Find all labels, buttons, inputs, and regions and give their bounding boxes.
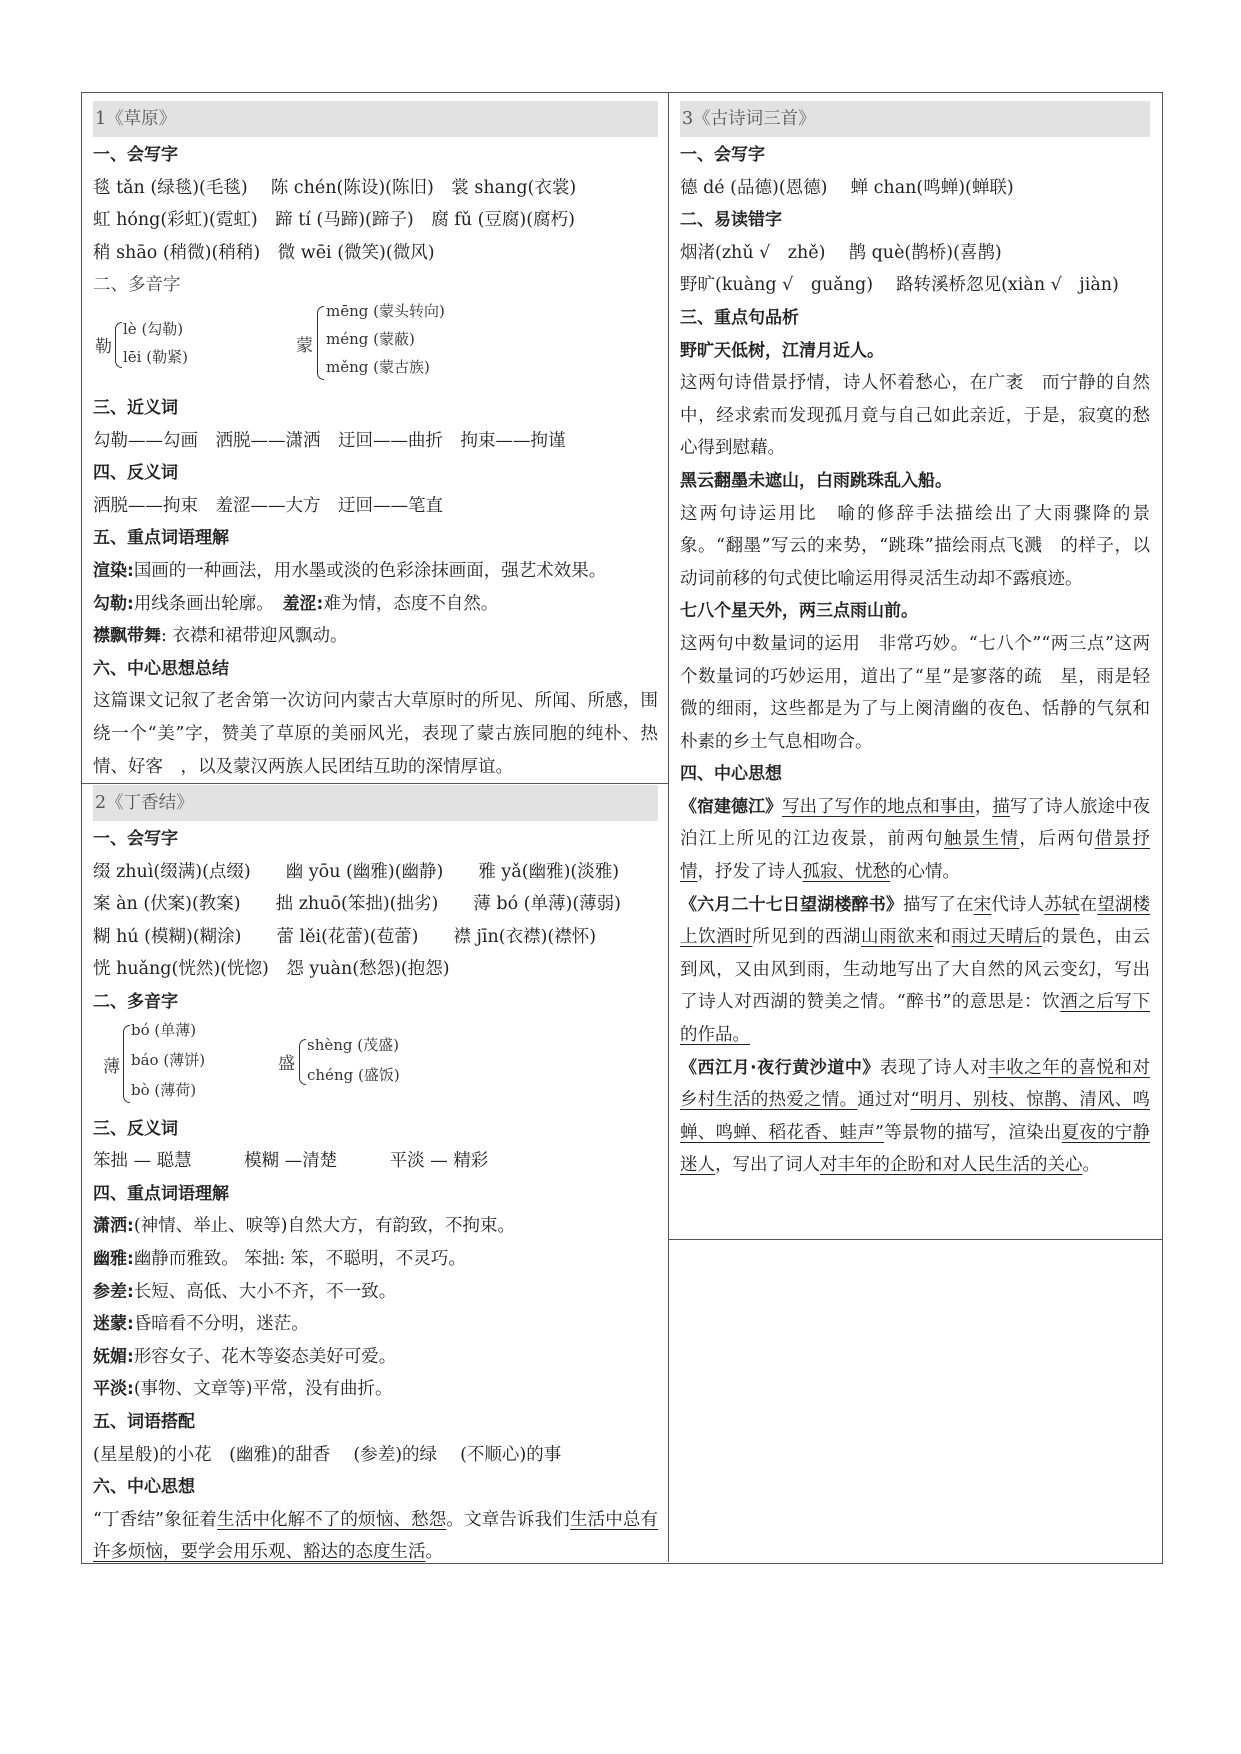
theme-paragraph: 《六月二十七日望湖楼醉书》描写了在宋代诗人苏轼在望湖楼上饮酒时所见到的西湖山雨欲来和雨过天晴后的景色，由云到风，又由风到雨，生动地写出了大自然的风云变幻，写出了诗人对西湖的赞美之情。“醉书”的意思是：饮酒之后写下的作品。 <box>680 894 1151 1046</box>
summary-text: “丁香结”象征着生活中化解不了的烦恼、愁怨。文章告诉我们生活中总有许多烦恼，要学会用乐观、豁达的态度生活。 <box>93 1509 659 1563</box>
definition: 勾勒:用线条画出轮廓。 羞涩:难为情，态度不自然。 <box>93 593 499 614</box>
polyphone-group <box>93 1019 658 1113</box>
synonym-line: 勾勒——勾画 洒脱——潇洒 迂回——曲折 拘束——拘谨 <box>93 430 566 451</box>
lesson-1-header: 1《草原》 <box>93 101 658 137</box>
char-line: 稍 shāo (稍微)(稍稍) 微 wēi (微笑)(微风) <box>93 242 435 263</box>
reading: měng (蒙古族) <box>326 357 430 376</box>
analysis-text: 这两句诗借景抒情，诗人怀着愁心，在广袤 而宁静的自然中，经求索而发现孤月竟与自己如此亲近，于是，寂寞的愁心得到慰藉。 <box>680 373 1150 459</box>
section-heading: 二、多音字 <box>93 275 181 296</box>
polyphone-char: 盛 <box>278 1053 295 1074</box>
column-divider <box>668 92 669 1562</box>
poem-quote: 七八个星天外，两三点雨山前。 <box>680 601 918 622</box>
lesson-divider <box>81 783 669 784</box>
analysis-text: 这两句诗运用比 喻的修辞手法描绘出了大雨骤降的景象。“翻墨”写云的来势，“跳珠”描绘雨点飞溅 的样子，以动词前移的句式使比喻运用得灵活生动却不露痕迹。 <box>680 503 1150 589</box>
char-line: 案 àn (伏案)(教案) 拙 zhuō(笨拙)(拙劣) 薄 bó (单薄)(薄弱) <box>93 894 621 915</box>
definition: 参差:长短、高低、大小不齐，不一致。 <box>93 1281 397 1302</box>
char-line: 缀 zhuì(缀满)(点缀) 幽 yōu (幽雅)(幽静) 雅 yǎ(幽雅)(淡雅) <box>93 861 620 882</box>
section-heading: 一、会写字 <box>680 145 765 165</box>
definition: 迷蒙:昏暗看不分明，迷茫。 <box>93 1314 309 1335</box>
reading: bò (薄荷) <box>131 1080 197 1099</box>
section-heading: 六、中心思想总结 <box>93 658 229 679</box>
pronunciation-line: 烟渚(zhǔ √ zhě) 鹊 què(鹊桥)(喜鹊) <box>680 242 1002 263</box>
antonym-line: 洒脱——拘束 羞涩——大方 迂回——笔直 <box>93 495 443 516</box>
brace <box>299 1039 306 1085</box>
theme-paragraph: 《宿建德江》写出了写作的地点和事由，描写了诗人旅途中夜泊江上所见的江边夜景，前两句触景生情，后两句借景抒情，抒发了诗人孤寂、忧愁的心情。 <box>680 796 1151 883</box>
reading: bó (单薄) <box>131 1020 197 1039</box>
poem-quote: 黑云翻墨未遮山，白雨跳珠乱入船。 <box>680 470 952 491</box>
section-heading: 三、重点句品析 <box>680 307 799 328</box>
reading: lēi (勒紧) <box>123 347 188 366</box>
pronunciation-line: 野旷(kuàng √ guǎng) 路转溪桥忽见(xiàn √ jiàn) <box>680 275 1119 296</box>
section-heading: 二、易读错字 <box>680 210 782 231</box>
definition: 渲染:国画的一种画法，用水墨或淡的色彩涂抹画面，强艺术效果。 <box>93 560 607 581</box>
section-heading: 一、会写字 <box>93 829 178 849</box>
lesson-2 <box>93 785 658 1569</box>
definition: 潇洒:(神情、举止、唳等)自然大方，有韵致，不拘束。 <box>93 1216 515 1237</box>
collocation-line: (星星般)的小花 (幽雅)的甜香 (参差)的绿 (不顺心)的事 <box>93 1444 562 1465</box>
summary-text: 这篇课文记叙了老舍第一次访问内蒙古大草原时的所见、所闻、所感，围绕一个“美”字，赞美了草原的美丽风光，表现了蒙古族同胞的纯朴、热情、好客 ，以及蒙汉两族人民团结互助的深情厚谊。 <box>93 691 658 777</box>
definition: 妩媚:形容女子、花木等姿态美好可爱。 <box>93 1346 397 1367</box>
char-line: 虹 hóng(彩虹)(霓虹) 蹄 tí (马蹄)(蹄子) 腐 fǔ (豆腐)(腐朽) <box>93 210 575 231</box>
theme-paragraph: 《西江月·夜行黄沙道中》表现了诗人对丰收之年的喜悦和对乡村生活的热爱之情。通过对“明月、别枝、惊鹊、清风、鸣蝉、鸣蝉、稻花香、蛙声”等景物的描写，渲染出夏夜的宁静迷人，写出了词人对丰年的企盼和对人民生活的关心。 <box>680 1057 1151 1176</box>
section-heading: 三、近义词 <box>93 397 178 418</box>
brace <box>123 1025 130 1103</box>
char-line: 糊 hú (模糊)(糊涂) 蕾 lěi(花蕾)(苞蕾) 襟 jīn(衣襟)(襟怀) <box>93 926 597 947</box>
lesson-1 <box>93 101 658 783</box>
section-heading: 五、词语搭配 <box>93 1411 195 1432</box>
polyphone-char: 勒 <box>95 336 112 357</box>
reading: báo (薄饼) <box>131 1050 206 1069</box>
definition: 襟飘带舞: 衣襟和裙带迎风飘动。 <box>93 626 348 647</box>
polyphone-char: 蒙 <box>296 335 313 356</box>
lesson-3 <box>680 101 1150 1182</box>
definition: 平淡:(事物、文章等)平常，没有曲折。 <box>93 1379 393 1400</box>
section-heading: 四、重点词语理解 <box>93 1183 229 1204</box>
char-line: 德 dé (品德)(恩德) 蝉 chan(鸣蝉)(蝉联) <box>680 177 1014 198</box>
reading: chéng (盛饭) <box>307 1065 400 1084</box>
char-line: 毯 tǎn (绿毯)(毛毯) 陈 chén(陈设)(陈旧) 裳 shang(衣裳) <box>93 177 577 198</box>
analysis-text: 这两句中数量词的运用 非常巧妙。“七八个”“两三点”这两个数量词的巧妙运用，道出了“星”是寥落的疏 星，雨是轻微的细雨，这些都是为了与上阕清幽的夜色、恬静的气氛和朴素的乡土气息相吻合。 <box>680 633 1150 752</box>
section-heading: 二、多音字 <box>93 991 178 1012</box>
poem-quote: 野旷天低树，江清月近人。 <box>680 340 884 361</box>
brace <box>317 306 324 380</box>
section-heading: 五、重点词语理解 <box>93 528 229 549</box>
antonym-line: 笨拙 — 聪慧 模糊 —清楚 平淡 — 精彩 <box>93 1151 489 1172</box>
reading: mēng (蒙头转向) <box>326 301 445 320</box>
brace <box>115 322 122 368</box>
lesson-3-header: 3《古诗词三首》 <box>680 101 1150 137</box>
reading: shèng (茂盛) <box>307 1035 399 1054</box>
definition: 幽雅:幽静而雅致。 笨拙: 笨，不聪明，不灵巧。 <box>93 1248 466 1269</box>
right-column-end <box>668 1239 1162 1240</box>
polyphone-char: 薄 <box>103 1056 120 1077</box>
section-heading: 六、中心思想 <box>93 1477 195 1498</box>
lesson-2-header: 2《丁香结》 <box>93 785 658 821</box>
section-heading: 四、中心思想 <box>680 764 782 785</box>
section-heading: 一、会写字 <box>93 145 178 165</box>
section-heading: 三、反义词 <box>93 1118 178 1139</box>
reading: méng (蒙蔽) <box>326 329 415 348</box>
char-line: 恍 huǎng(恍然)(恍惚) 怨 yuàn(愁怨)(抱怨) <box>93 959 450 980</box>
reading: lè (勾勒) <box>123 319 184 338</box>
section-heading: 四、反义词 <box>93 463 178 484</box>
polyphone-group <box>93 302 658 392</box>
